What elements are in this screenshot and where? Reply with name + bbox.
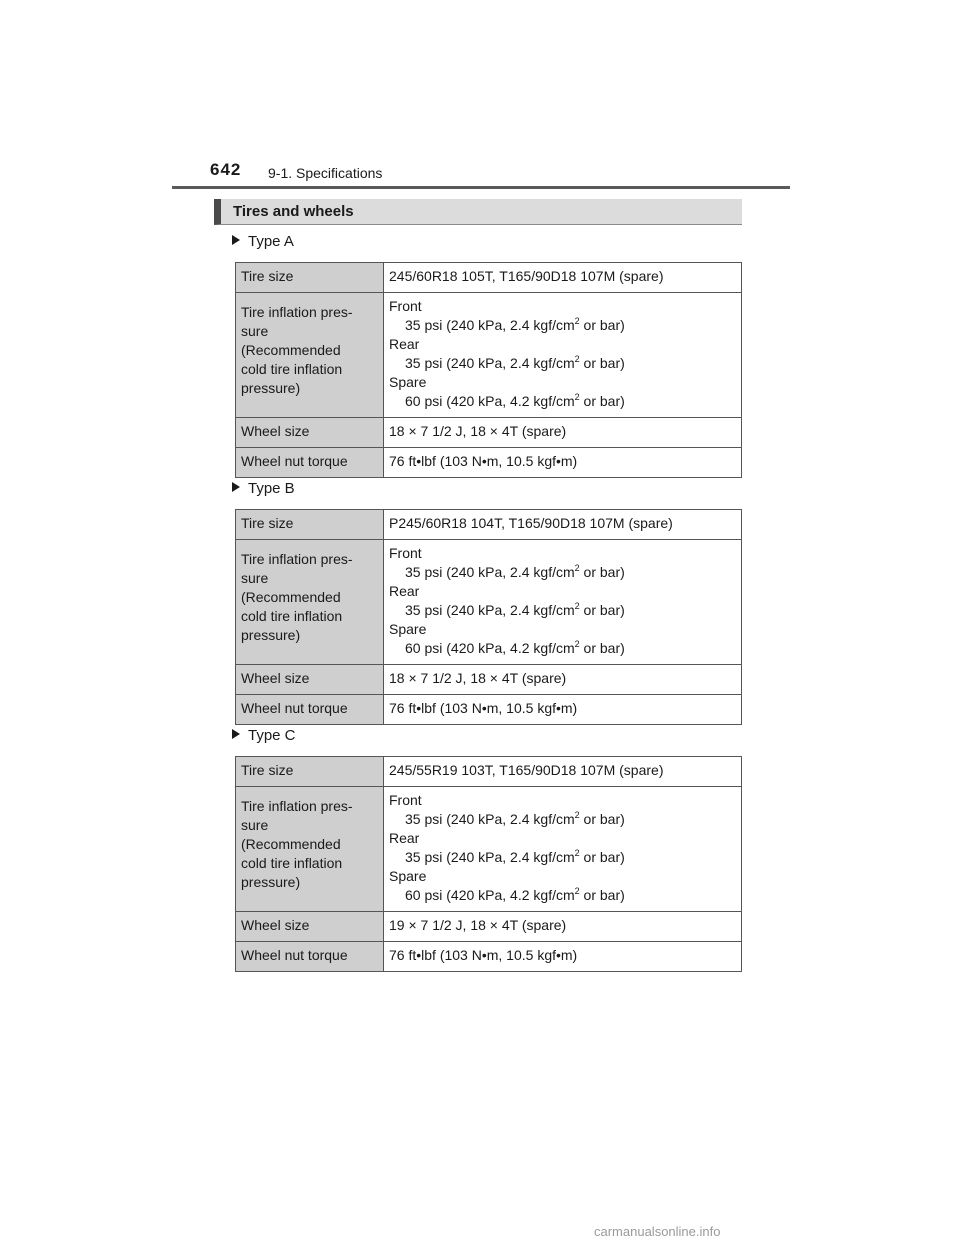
inflation-label-line: cold tire inflation [241, 361, 343, 377]
front-label: Front [389, 545, 422, 561]
torque-value: 76 ft•lbf (103 N•m, 10.5 kgf•m) [384, 942, 742, 972]
inflation-label-line: pressure) [241, 874, 301, 890]
page-number: 642 [210, 160, 242, 179]
spare-pressure: 60 psi (420 kPa, 4.2 kgf/$cm^2$ or bar) [405, 639, 625, 656]
triangle-bullet-icon [232, 235, 240, 245]
front-pressure: 35 psi (240 kPa, 2.4 kgf/$cm^2$ or bar) [405, 316, 625, 333]
torque-value: 76 ft•lbf (103 N•m, 10.5 kgf•m) [384, 448, 742, 478]
heading-bar [214, 199, 742, 225]
type-a-label [232, 233, 294, 250]
inflation-label [236, 293, 384, 418]
watermark: carmanualsonline.info [594, 1224, 721, 1239]
table-row [236, 418, 742, 448]
inflation-label [236, 787, 384, 912]
inflation-label-line: (Recommended [241, 589, 341, 605]
table-row [236, 263, 742, 293]
rear-label: Rear [389, 583, 420, 599]
table-row [236, 540, 742, 665]
section-title: 9-1. Specifications [268, 165, 383, 181]
table-row [236, 510, 742, 540]
rear-label: Rear [389, 336, 420, 352]
spare-label: Spare [389, 621, 427, 637]
tire-size-value: 245/60R18 105T, T165/90D18 107M (spare) [384, 263, 742, 293]
front-pressure: 35 psi (240 kPa, 2.4 kgf/$cm^2$ or bar) [405, 810, 625, 827]
spare-label: Spare [389, 374, 427, 390]
type-c-table [235, 756, 742, 972]
torque-label: Wheel nut torque [236, 448, 384, 478]
table-row [236, 787, 742, 912]
rear-pressure: 35 psi (240 kPa, 2.4 kgf/$cm^2$ or bar) [405, 601, 625, 618]
type-a-text: Type A [248, 233, 294, 250]
table-row [236, 448, 742, 478]
wheel-size-value: 18 × 7 1/2 J, 18 × 4T (spare) [384, 665, 742, 695]
header-rule [172, 186, 790, 189]
inflation-value [384, 787, 742, 912]
type-b-text: Type B [248, 480, 295, 497]
type-b-label [232, 480, 295, 497]
spare-label: Spare [389, 868, 427, 884]
table-row [236, 665, 742, 695]
type-c-label [232, 727, 296, 744]
torque-value: 76 ft•lbf (103 N•m, 10.5 kgf•m) [384, 695, 742, 725]
front-label: Front [389, 792, 422, 808]
inflation-label-line: sure [241, 323, 269, 339]
spare-pressure: 60 psi (420 kPa, 4.2 kgf/$cm^2$ or bar) [405, 392, 625, 409]
inflation-label-line: sure [241, 570, 269, 586]
table-row [236, 942, 742, 972]
inflation-label-line: (Recommended [241, 342, 341, 358]
rear-pressure: 35 psi (240 kPa, 2.4 kgf/$cm^2$ or bar) [405, 354, 625, 371]
wheel-size-value: 19 × 7 1/2 J, 18 × 4T (spare) [384, 912, 742, 942]
tire-size-label: Tire size [236, 757, 384, 787]
inflation-value [384, 540, 742, 665]
inflation-label-line: pressure) [241, 627, 301, 643]
rear-pressure: 35 psi (240 kPa, 2.4 kgf/$cm^2$ or bar) [405, 848, 625, 865]
tire-size-label: Tire size [236, 263, 384, 293]
inflation-label-line: (Recommended [241, 836, 341, 852]
inflation-value [384, 293, 742, 418]
table-row [236, 695, 742, 725]
inflation-label-line: Tire inflation pres- [241, 551, 353, 567]
front-pressure: 35 psi (240 kPa, 2.4 kgf/$cm^2$ or bar) [405, 563, 625, 580]
front-label: Front [389, 298, 422, 314]
inflation-label-line: cold tire inflation [241, 608, 343, 624]
torque-label: Wheel nut torque [236, 942, 384, 972]
type-c-text: Type C [248, 727, 296, 744]
table-row [236, 757, 742, 787]
inflation-label-line: Tire inflation pres- [241, 304, 353, 320]
tire-size-value: P245/60R18 104T, T165/90D18 107M (spare) [384, 510, 742, 540]
wheel-size-label: Wheel size [236, 912, 384, 942]
wheel-size-label: Wheel size [236, 418, 384, 448]
inflation-label [236, 540, 384, 665]
inflation-label-line: cold tire inflation [241, 855, 343, 871]
inflation-label-line: pressure) [241, 380, 301, 396]
inflation-label-line: sure [241, 817, 269, 833]
tire-size-label: Tire size [236, 510, 384, 540]
table-row [236, 293, 742, 418]
heading-title: Tires and wheels [233, 203, 354, 220]
type-a-table [235, 262, 742, 478]
triangle-bullet-icon [232, 482, 240, 492]
rear-label: Rear [389, 830, 420, 846]
wheel-size-label: Wheel size [236, 665, 384, 695]
table-row [236, 912, 742, 942]
tire-size-value: 245/55R19 103T, T165/90D18 107M (spare) [384, 757, 742, 787]
type-b-table [235, 509, 742, 725]
spare-pressure: 60 psi (420 kPa, 4.2 kgf/$cm^2$ or bar) [405, 886, 625, 903]
triangle-bullet-icon [232, 729, 240, 739]
torque-label: Wheel nut torque [236, 695, 384, 725]
wheel-size-value: 18 × 7 1/2 J, 18 × 4T (spare) [384, 418, 742, 448]
inflation-label-line: Tire inflation pres- [241, 798, 353, 814]
